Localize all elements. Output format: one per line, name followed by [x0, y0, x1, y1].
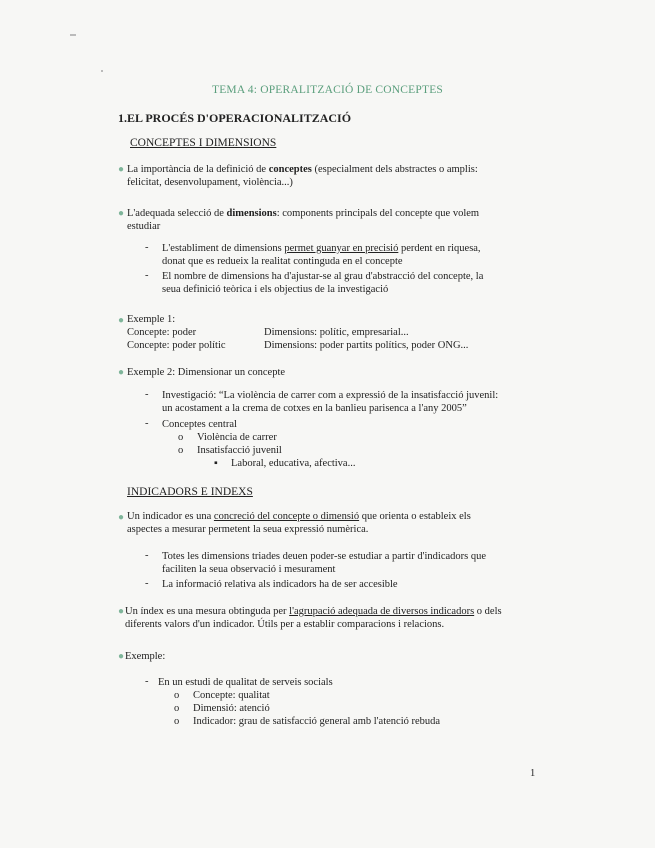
text: : components principals del concepte que volem [276, 208, 480, 219]
text: donat que es redueix la realitat continguda en el concepte [162, 256, 403, 267]
list-item [162, 550, 486, 576]
text: seua definició teòrica i els objectius de la investigació [162, 284, 389, 295]
scan-mark [101, 70, 103, 72]
paragraph-indicator [127, 510, 535, 536]
text: Un índex es una mesura obtinguda per [125, 606, 290, 617]
list-item [162, 242, 481, 268]
text: Totes les dimensions triades deuen poder-se estudiar a partir d'indicadors que [162, 551, 487, 562]
bullet-icon: ● [118, 164, 125, 175]
example-1-concept: Concepte: poder polític [127, 340, 226, 351]
bullet-icon: ● [118, 606, 125, 617]
bullet-icon: ● [118, 367, 125, 378]
example-1-dimensions: Dimensions: poder partits polítics, poder ONG... [264, 340, 469, 351]
bold-text: conceptes [268, 164, 312, 175]
list-item: Violència de carrer [197, 432, 277, 443]
circle-bullet: o [178, 445, 184, 456]
paragraph-concepts [127, 163, 478, 189]
text: que orienta o estableix els [359, 511, 471, 522]
page-number: 1 [530, 768, 536, 779]
text: un acostament a la crema de cotxes en la banlieu parisenca a l'any 2005” [162, 403, 467, 414]
underlined-text: l'agrupació adequada de diversos indicadors [289, 606, 475, 617]
subsection-heading-concepts: CONCEPTES I DIMENSIONS [130, 137, 277, 149]
example-1-concept: Concepte: poder [127, 327, 197, 338]
circle-bullet: o [174, 716, 180, 727]
list-item: Indicador: grau de satisfacció general amb l'atenció rebuda [193, 716, 441, 727]
circle-bullet: o [174, 690, 180, 701]
list-item: Laboral, educativa, afectiva... [231, 458, 356, 469]
dash-bullet: - [145, 550, 149, 561]
bullet-icon: ● [118, 315, 125, 326]
list-item: Dimensió: atenció [193, 703, 270, 714]
bullet-icon: ● [118, 512, 125, 523]
text: Investigació: “La violència de carrer com a expressió de la insatisfacció juvenil: [162, 390, 499, 401]
paragraph-index [125, 605, 502, 631]
underlined-text: concreció del concepte o dimensió [213, 511, 360, 522]
dash-bullet: - [145, 418, 149, 429]
dash-bullet: - [145, 676, 149, 687]
text: (especialment dels abstractes o amplis: [311, 164, 478, 175]
list-item: Conceptes central [162, 419, 237, 430]
text: faciliten la seua observació i mesurament [162, 564, 336, 575]
dash-bullet: - [145, 270, 149, 281]
text: o dels [474, 606, 502, 617]
dash-bullet: - [145, 389, 149, 400]
text: L'establiment de dimensions [162, 243, 285, 254]
square-bullet: ▪ [214, 458, 218, 469]
list-item: En un estudi de qualitat de serveis socials [158, 677, 333, 688]
bullet-icon: ● [118, 651, 125, 662]
list-item: La informació relativa als indicadors ha de ser accesible [162, 579, 398, 590]
example-1-label: Exemple 1: [127, 314, 176, 325]
list-item [162, 389, 498, 415]
example-3-label: Exemple: [125, 651, 166, 662]
text: Un indicador es una [127, 511, 214, 522]
text: El nombre de dimensions ha d'ajustar-se al grau d'abstracció del concepte, la [162, 271, 484, 282]
section-heading: 1.EL PROCÉS D'OPERACIONALITZACIÓ [118, 111, 352, 125]
example-1-dimensions: Dimensions: polític, empresarial... [264, 327, 409, 338]
bullet-icon: ● [118, 208, 125, 219]
text: perdent en riquesa, [398, 243, 481, 254]
subsection-heading-indicators: INDICADORS E INDEXS [127, 486, 253, 498]
dash-bullet: - [145, 578, 149, 589]
underlined-text: permet guanyar en precisió [284, 243, 399, 254]
dash-bullet: - [145, 242, 149, 253]
document-title: TEMA 4: OPERALITZACIÓ DE CONCEPTES [211, 84, 444, 96]
list-item: Insatisfacció juvenil [197, 445, 282, 456]
text: L'adequada selecció de [127, 208, 227, 219]
text: diferents valors d'un indicador. Útils per a establir comparacions i relacions. [125, 619, 445, 630]
text: aspectes a mesurar permetent la seua expressió numèrica. [127, 524, 369, 535]
text: estudiar [127, 221, 161, 232]
scan-mark [70, 34, 76, 36]
list-item [162, 270, 483, 296]
circle-bullet: o [178, 432, 184, 443]
circle-bullet: o [174, 703, 180, 714]
paragraph-dimensions [127, 207, 479, 233]
bold-text: dimensions [226, 208, 277, 219]
text: felicitat, desenvolupament, violència...) [127, 177, 293, 188]
text: La importància de la definició de [127, 164, 269, 175]
example-2-label: Exemple 2: Dimensionar un concepte [127, 367, 286, 378]
list-item: Concepte: qualitat [193, 690, 270, 701]
